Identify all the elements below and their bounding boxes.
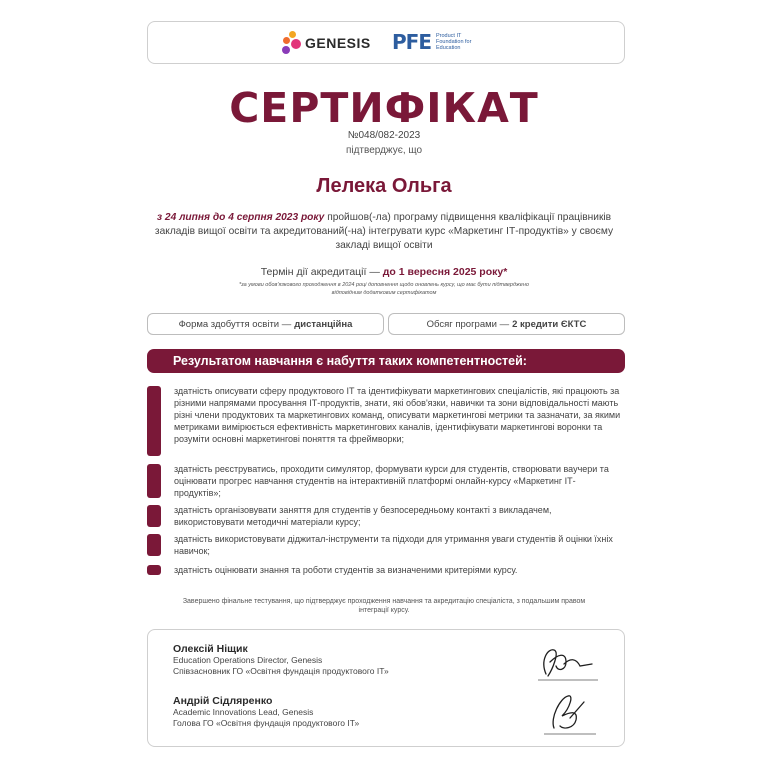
competencies-heading: Результатом навчання є набуття таких компетентностей:: [147, 349, 625, 373]
confirms-text: підтверджує, що: [345, 145, 423, 156]
course-period: з 24 липня до 4 серпня 2023 року: [156, 212, 325, 223]
signer-name: Андрій Сідляренко: [173, 695, 273, 707]
certificate-number: №048/082-2023: [347, 130, 421, 141]
signatures-box: [147, 629, 625, 747]
signature-2-icon: [540, 688, 600, 738]
recipient-name: Лелека Ольга: [316, 175, 452, 197]
genesis-logo-text: GENESIS: [305, 35, 371, 51]
course-description: пройшов(-ла) програму підвищення кваліфікації працівників закладів вищої освіти та акредитований(-на) інтегрувати курс «Маркетинг ІТ-продуктів» у своєму закладі вищої освіти: [154, 212, 614, 251]
accreditation-value: до 1 вересня 2025 року*: [382, 266, 508, 278]
signature-1-icon: [536, 640, 606, 684]
competency-text: здатність описувати сферу продуктового ІТ та ідентифікувати маркетингових спеціалістів, які працюють за різними напрямами просування ІТ-продуктів, знати, які обов'язки, навички та зони відповідальності мають різні члени продуктових та маркетингових команд, описувати маркетингові метрики та зазначати, за якими метриками вимірюється ефективність маркетингових каналів, ідентифікувати маркетингові воронки та розуміти основні маркетингові поняття та фреймворки;: [174, 386, 621, 444]
genesis-dots-icon: [280, 31, 302, 55]
logo-header: [147, 21, 625, 64]
signer-role: Співзасновник ГО «Освітня фундація продуктового ІТ»: [173, 666, 389, 676]
accreditation-footnote: *за умови обов'язкового проходження в 2024 році доповнення щодо оновлень курсу, що має бути підтверджено відповідним додатковим сертифікатом: [239, 282, 529, 296]
education-form-box: [147, 313, 384, 335]
signer-1: [173, 643, 389, 677]
final-note: Завершено фінальне тестування, що підтверджує проходження навчання та акредитацію спеціаліста, з подальшим правом інтеграції курсу.: [182, 598, 586, 614]
competency-text: здатність реєструватись, проходити симулятор, формувати курси для студентів, створювати ваучери та оцінювати прогрес навчання студентів на інтерактивній платформі онлайн-курсу «Маркетинг ІТ-продуктів»;: [174, 464, 609, 498]
signer-name: Олексій Ніщик: [173, 643, 248, 655]
pfe-logo-mark: PFE: [392, 30, 431, 54]
program-volume-box: [388, 313, 625, 335]
competency-text: здатність організовувати заняття для студентів у безпосередньому контакті з викладачем, використовувати методичні матеріали курсу;: [174, 505, 552, 527]
signer-2: [173, 695, 359, 729]
certificate-body: [150, 211, 618, 253]
competency-bullet: [147, 534, 161, 556]
education-form-label: Форма здобуття освіти —: [178, 318, 292, 330]
program-volume-value: 2 кредити ЄКТС: [512, 318, 587, 330]
signer-role: Academic Innovations Lead, Genesis: [173, 707, 314, 717]
accreditation-term: [0, 266, 768, 278]
competency-bullet: [147, 505, 161, 527]
competency-text: здатність оцінювати знання та роботи студентів за визначеними критеріями курсу.: [174, 565, 518, 575]
competency-text: здатність використовувати діджитал-інструменти та підходи для утримання уваги студентів й оцінки їхніх навичок;: [174, 534, 613, 556]
signer-role: Голова ГО «Освітня фундація продуктового ІТ»: [173, 718, 360, 728]
pfe-logo: [392, 30, 486, 54]
education-form-value: дистанційна: [294, 318, 353, 330]
certificate-title: СЕРТИФІКАТ: [229, 84, 539, 132]
competency-bullet: [147, 386, 161, 456]
pfe-logo-tagline: Product IT Foundation for Education: [435, 33, 472, 51]
competency-bullet: [147, 464, 161, 498]
signer-role: Education Operations Director, Genesis: [173, 655, 323, 665]
program-volume-label: Обсяг програми —: [426, 318, 510, 330]
accreditation-label: Термін дії акредитації —: [260, 266, 383, 278]
genesis-logo: [280, 31, 371, 55]
competency-bullet: [147, 565, 161, 575]
